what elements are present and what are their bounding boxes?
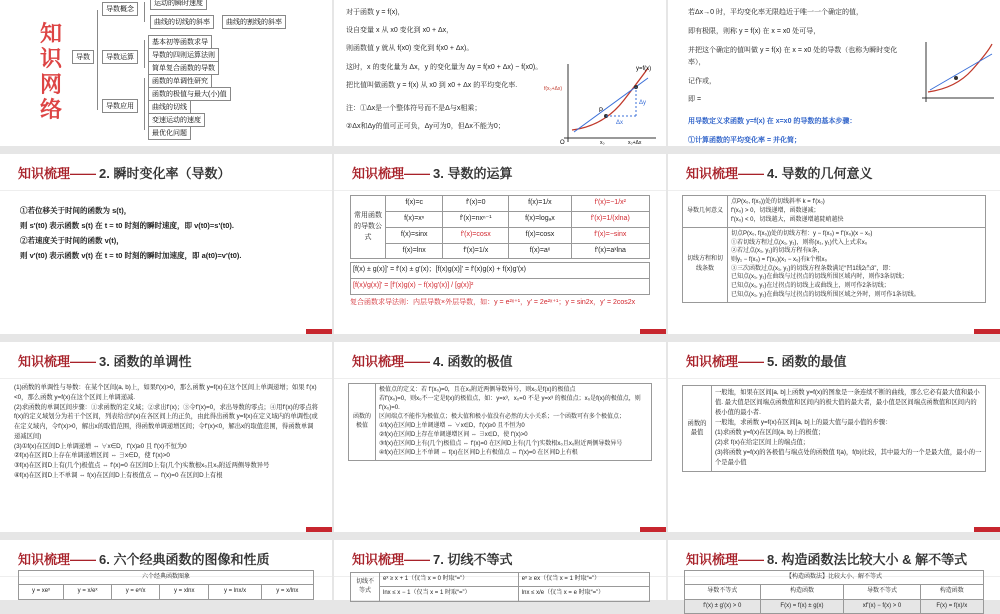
step-1: ①计算函数的平均变化率 = 并化简； [688, 137, 801, 145]
table-line: 点P(x₀, f(x₀))处的切线斜率 k = f'(x₀) [731, 199, 825, 205]
accent-bar [306, 527, 332, 532]
table-line: ②f(x)在区间D上存在单调递增区间 ⇔ ∃x∈D，使 f'(x)>0 [379, 432, 528, 438]
table-line: 已知点(x₁, y₁)在过拐点的切线上或曲线上，则可作2条切线； [731, 283, 890, 290]
map-item: 运动的瞬时速度 [150, 0, 207, 10]
table-line: 若f'(x₀)=0，则x₀不一定是f(x)的极值点，如：y=x³，x₀=0 不是 y=x³ 的极值点；x₀是f(x)的极值点，则 f'(x₀)=0. [379, 396, 641, 411]
text-line: ③f(x)在区间D上有(几个)极值点 ⇔ f'(x)=0 在区间D上有(几个)实数根x₀且x₀附近两侧导数异号 [14, 462, 270, 469]
table-side-label: 函数的最值 [683, 386, 712, 472]
text-line: (3)①f(x)在区间D上单调递增 ⇔ ∀x∈D，f'(x)≥0 且 f'(x)不恒为0 [14, 442, 187, 450]
header-topic: 3. 函数的单调性 [99, 353, 192, 369]
slide-header [668, 154, 1000, 191]
slide-extrema[interactable] [334, 342, 666, 532]
table-header: 导数不等式 [844, 585, 920, 599]
accent-bar [974, 527, 1000, 532]
rule-sum-product: [f(x) ± g(x)]' = f'(x) ± g'(x)；[f(x)g(x)]' = f'(x)g(x) + f(x)g'(x) [350, 262, 650, 279]
table-cell: y = xeˣ [19, 585, 64, 599]
accent-bar [306, 329, 332, 334]
table-cell: f'(x)=1/(xlna) [571, 211, 649, 227]
table-cell: F(x) = f(x)/x [920, 599, 983, 613]
table-header: 导数不等式 [685, 585, 761, 599]
text-line: 即有极限，则称 y = f(x) 在 x = x0 处可导， [688, 27, 821, 35]
text-line: (2)求函数的单调区间步骤：①求函数的定义域；②求出f'(x)；③令f'(x)=0，求出导数的零点；④用f'(x)的零点将f(x)的定义域划分为若干个区间，列表给出f'(x)在各区间上的正负，由此得出函数 y=f(x)在定义域内的单调性(或在定义域内，令f'(x)>0，解出x的取值范围，得函数单调递增区间；令f'(x)<0，解出x的取值范围，得函数单调递减区间) [14, 403, 318, 440]
table-cell: f'(x)=nxⁿ⁻¹ [443, 211, 509, 227]
graph-label-dy: Δy [639, 100, 647, 106]
slide-header [668, 342, 1000, 379]
table-cell: f'(x)=1/x [443, 243, 509, 259]
graph-label-x0dx: x₀+Δx [628, 140, 642, 146]
slide-geometric-meaning[interactable] [668, 154, 1000, 334]
table-line: (2)求 f(x)在给定区间上的端点值； [715, 439, 810, 447]
text-line: 若Δx→0 时，平均变化率无限趋近于唯一一个确定的值， [688, 9, 864, 16]
geometric-meaning-table [682, 195, 986, 303]
table-side-label: 函数的极值 [349, 384, 376, 461]
table-header: 构造函数 [920, 585, 983, 599]
table-side-label: 切线不等式 [351, 573, 380, 602]
table-line: 切点P(x₀, f(x₀))处的切线方程：y − f(x₀) = f'(x₀)(x − x₀) [731, 231, 873, 237]
header-prefix: 知识梳理—— [352, 353, 431, 369]
text-line: 对于函数 y = f(x)， [346, 9, 405, 16]
slide-header [334, 154, 666, 191]
text-line: 则 s'(t0) 表示函数 s(t) 在 t = t0 时刻的瞬时速度，即 v(t0)=s'(t0). [20, 221, 234, 230]
table-line: ④f(x)在区间D上不单调 ⇔ f(x)在区间D上有极值点 ⇔ f'(x)=0 在区间D上有根 [379, 450, 578, 456]
text-line: ②f(x)在区间D上存在单调递增区间 ⇔ ∃x∈D，使 f'(x)>0 [14, 452, 170, 460]
map-connector [144, 78, 145, 130]
table-line: 一般地，求函数 y=f(x)在区间[a, b]上的最大值与最小值的步骤： [715, 419, 892, 427]
note-line: 注：①Δx是一个整体符号而不是Δ与x相乘； [346, 104, 482, 112]
header-prefix: 知识梳理—— [18, 353, 97, 369]
header-topic: 2. 瞬时变化率（导数） [99, 165, 231, 181]
slide-max-min[interactable] [668, 342, 1000, 532]
table-cell: f(x)=lnx [386, 243, 443, 259]
graph-label-x0: x₀ [600, 140, 605, 146]
extrema-table [348, 383, 652, 461]
table-line: ①f(x)在区间D上单调递增 ⇔ ∀x∈D，f'(x)≥0 且不恒为0 [379, 423, 525, 429]
header-topic: 3. 导数的运算 [433, 165, 513, 181]
header-prefix: 知识梳理—— [352, 551, 431, 567]
map-branch-application: 导数应用 [102, 99, 138, 113]
header-prefix: 知识梳理—— [686, 353, 765, 369]
rule-quotient: [f(x)/g(x)]' = [f'(x)g(x) − f(x)g'(x)] / [g(x)]² [350, 279, 650, 295]
graph-label-p: P [599, 108, 604, 114]
text-line: ①若位移关于时间的函数为 s(t)， [20, 206, 132, 215]
table-cell: f'(x)=aˣlna [571, 243, 649, 259]
table-line: ①若切线方程过点(x₁, y₁)，则将(x₁, y₁)代入上式求x₀ [731, 239, 868, 246]
map-item: 最优化问题 [148, 126, 191, 140]
slide-knowledge-map[interactable] [0, 0, 332, 146]
header-topic: 7. 切线不等式 [433, 551, 513, 567]
table-cell: f(x)=sinx [386, 227, 443, 243]
table-line: 区间端点不能作为极值点；极大值和极小值没有必然的大小关系；一个函数可有多个极值点； [379, 414, 626, 420]
slide-classic-functions[interactable] [0, 540, 332, 600]
table-cell: eˣ ≥ ex（仅当 x = 1 时取“=”） [518, 573, 649, 587]
graph-label-curve: y=f(x) [636, 66, 652, 72]
graph-label-dx: Δx [616, 120, 624, 126]
header-prefix: 知识梳理—— [18, 165, 97, 181]
header-topic: 4. 函数的极值 [433, 353, 513, 369]
table-header: 构造函数 [760, 585, 844, 599]
header-topic: 4. 导数的几何意义 [767, 165, 873, 181]
text-line: 这时，x 的变化量为 Δx，y 的变化量为 Δy = f(x0 + Δx) − f(x0)。 [346, 63, 543, 71]
table-line: 已知点(x₁, y₁)在曲线与过拐点的切线所围区域内时，则作3条切线； [731, 274, 908, 281]
header-prefix: 知识梳理—— [352, 165, 431, 181]
table-title: 六个经典函数图象 [19, 571, 314, 585]
header-prefix: 知识梳理—— [686, 165, 765, 181]
slide-average-rate[interactable] [334, 0, 666, 146]
tangent-inequalities-table [350, 572, 650, 602]
text-line: 记作或， [688, 77, 716, 85]
slide-header [0, 154, 332, 191]
table-cell: f(x)=c [386, 196, 443, 212]
header-topic: 8. 构造函数法比较大小 & 解不等式 [767, 551, 968, 567]
map-connector [144, 2, 145, 22]
table-side-label: 常用函数的导数公式 [351, 196, 386, 259]
table-cell: f'(x) ± g'(x) > 0 [685, 599, 761, 613]
table-cell: y = x/lnx [261, 585, 313, 599]
table-line: 一般地，如果在区间[a, b]上函数 y=f(x)的图象是一条连续不断的曲线，那么它必有最大值和最小值. 最大值是区间端点函数值和区间内的极大值的最大者，最小值是区间端点函数值和区间内的极小值的最小者. [715, 389, 980, 417]
text-line: ②若速度关于时间的函数 v(t)， [20, 236, 124, 245]
classic-functions-table [18, 570, 314, 600]
map-item: 函数的单调性研究 [148, 74, 212, 88]
header-topic: 6. 六个经典函数的图像和性质 [99, 551, 270, 567]
rule-composite: 复合函数求导法则：内层导数×外层导数，如：y = e²ˣ⁺¹，y' = 2e²ˣ⁺¹；y = sin2x，y' = 2cos2x [350, 299, 636, 307]
text-line: ④f(x)在区间D上不单调 ⇔ f(x)在区间D上有极值点 ⇔ f'(x)=0 在区间D上有根 [14, 471, 223, 479]
table-cell: eˣ ≥ x + 1（仅当 x = 0 时取“=”） [380, 573, 519, 587]
accent-bar [640, 329, 666, 334]
slide-tangent-inequalities[interactable] [334, 540, 666, 600]
map-branch-operation: 导数运算 [102, 50, 138, 64]
table-cell: lnx ≤ x/e（仅当 x = e 时取“=”） [518, 587, 649, 601]
table-side-label: 切线方程和切线条数 [683, 228, 728, 303]
map-connector [144, 40, 145, 68]
text-line: (1)函数的单调性与导数：在某个区间(a, b)上，如果f'(x)>0，那么函数 y=f(x)在这个区间上单调递增；如果 f'(x)<0，那么函数 y=f(x)在这个区间上单调递减. [14, 384, 317, 401]
steps-title: 用导数定义求函数 y=f(x) 在 x=x0 的导数的基本步骤： [688, 118, 857, 126]
text-line: 则 v'(t0) 表示函数 v(t) 在 t = t0 时刻的瞬时加速度，即 a(t0)=v'(t0). [20, 251, 242, 260]
table-cell: f(x)=xⁿ [386, 211, 443, 227]
table-cell: y = eˣ/x [112, 585, 160, 599]
table-cell: y = xlnx [160, 585, 209, 599]
slide-instantaneous-rate[interactable] [0, 154, 332, 334]
slide-derivative-operations[interactable] [334, 154, 666, 334]
map-root: 导数 [72, 50, 94, 64]
map-item: 基本初等函数求导 [148, 35, 212, 49]
table-cell: f'(x)=−1/x² [571, 196, 649, 212]
table-cell: lnx ≤ x − 1（仅当 x = 1 时取“=”） [380, 587, 519, 601]
map-item: 变速运动的速度 [148, 113, 205, 127]
average-rate-graph [544, 60, 659, 144]
table-cell: y = x/eˣ [64, 585, 112, 599]
table-line: (1)求函数 y=f(x)在区间(a, b)上的极值； [715, 429, 825, 437]
table-cell: f'(x)=−sinx [571, 227, 649, 243]
slide-construct-functions[interactable] [668, 540, 1000, 609]
slide-derivative-definition[interactable] [668, 0, 1000, 146]
derivative-formula-table [350, 195, 650, 259]
header-prefix: 知识梳理—— [686, 551, 765, 567]
map-item: 曲线的切线 [148, 100, 191, 114]
map-item: 简单复合函数的导数 [148, 61, 219, 75]
table-cell: f(x)=logₐx [509, 211, 572, 227]
table-line: 则y₁ − f(x₀) = f'(x₀)(x₁ − x₀)有k个根x₀ [731, 257, 827, 264]
table-line: f'(x₀) > 0，切线递增，函数递减； [731, 208, 820, 214]
slide-monotonicity[interactable] [0, 342, 332, 532]
table-title: 【构造函数法】比较大小、解不等式 [685, 571, 984, 585]
header-topic: 5. 函数的最值 [767, 353, 847, 369]
table-line: (3)将函数 y=f(x)的各极值与端点处的函数值 f(a)，f(b)比较，其中最大的一个是最大值，最小的一个是最小值 [715, 449, 982, 467]
table-line: f'(x₀) < 0，切线越大，函数递增越陡峭越快 [731, 217, 844, 223]
slide-header [334, 342, 666, 379]
derivative-graph [916, 40, 996, 104]
map-item: 曲线的切线的斜率 [150, 15, 214, 29]
text-line: 设自变量 x 从 x0 变化到 x0 + Δx， [346, 27, 454, 35]
table-cell: f'(x)=cosx [443, 227, 509, 243]
accent-bar [974, 329, 1000, 334]
table-side-label: 导数几何意义 [683, 196, 728, 228]
text-line: 则函数值 y 就从 f(x0) 变化到 f(x0 + Δx)。 [346, 45, 474, 53]
text-line: 即 = [688, 96, 702, 104]
table-cell: f(x)=1/x [509, 196, 572, 212]
table-line: ③f(x)在区间D上有(几个)极值点 ⇔ f'(x)=0 在区间D上有(几个)实数根x₀且x₀附近两侧导数异号 [379, 441, 623, 447]
table-cell: f'(x)=0 [443, 196, 509, 212]
table-cell: F(x) = f(x) ± g(x) [760, 599, 844, 613]
graph-label-fx0dx: f(x₀+Δx) [544, 86, 563, 92]
table-cell: f(x)=cosx [509, 227, 572, 243]
construct-functions-table [684, 570, 984, 614]
map-item: 导数的四则运算法则 [148, 48, 219, 62]
accent-bar [640, 527, 666, 532]
header-prefix: 知识梳理—— [18, 551, 97, 567]
map-item: 函数的极值与最大(小)值 [148, 87, 231, 101]
map-connector [97, 10, 98, 110]
map-branch-concept: 导数概念 [102, 2, 138, 16]
table-line: ③三次函数过点(x₁, y₁)的切线方程条数满足“凹1线2凸3”，即： [731, 265, 895, 272]
table-line: 已知点(x₁, y₁)在曲线与过拐点的切线所围区域之外时，则可作1条切线。 [731, 291, 920, 298]
table-cell: f(x)=aˣ [509, 243, 572, 259]
map-item: 曲线的割线的斜率 [222, 15, 286, 29]
text-line: 并把这个确定的值叫做 y = f(x) 在 x = x0 处的导数（也称为瞬时变化率）， [688, 46, 898, 66]
note-line: ②Δx和Δy的值可正可负，Δy可为0，但Δx不能为0； [346, 123, 505, 131]
table-line: 极值点的定义：若 f'(x₀)=0，且在x₀附近两侧导数异号，则x₀是f(x)的极值点 [379, 387, 576, 393]
table-cell: y = lnx/x [209, 585, 261, 599]
text-line: 把比值叫做函数 y = f(x) 从 x0 到 x0 + Δx 的平均变化率. [346, 81, 518, 89]
max-min-table [682, 385, 986, 472]
map-title: 知识网络 [40, 21, 63, 123]
table-line: ②若过点(x₁, y₁)的切线方程有k条， [731, 248, 824, 255]
graph-label-origin: O [560, 140, 565, 146]
table-cell: xf'(x) − f(x) > 0 [844, 599, 920, 613]
slide-header [0, 342, 332, 379]
